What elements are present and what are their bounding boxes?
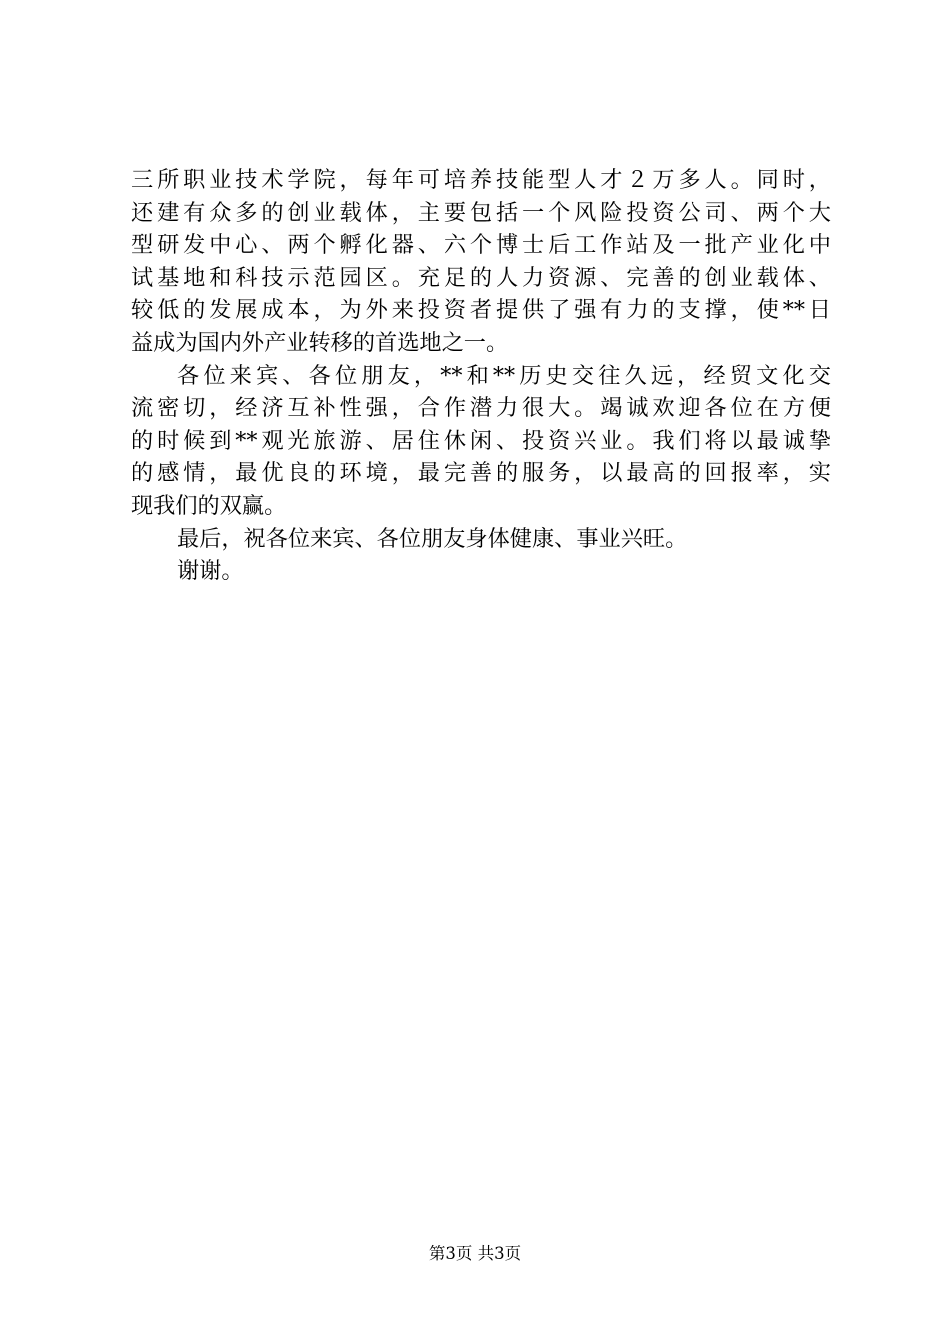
document-body [131, 164, 831, 588]
paragraph [131, 164, 831, 360]
page-footer [0, 1243, 950, 1265]
text-line: 流密切，经济互补性强，合作潜力很大。竭诚欢迎各位在方便 [131, 395, 831, 422]
paragraph [131, 360, 831, 523]
text-line: 型研发中心、两个孵化器、六个博士后工作站及一批产业化中 [131, 232, 831, 259]
text-line: 谢谢。 [177, 558, 244, 585]
text-line: 试基地和科技示范园区。充足的人力资源、完善的创业载体、 [131, 264, 831, 291]
text-line: 的时候到**观光旅游、居住休闲、投资兴业。我们将以最诚挚 [131, 427, 831, 454]
text-line: 还建有众多的创业载体，主要包括一个风险投资公司、两个大 [131, 199, 831, 226]
text-line: 较低的发展成本，为外来投资者提供了强有力的支撑，使**日 [131, 297, 831, 324]
text-line: 益成为国内外产业转移的首选地之一。 [131, 329, 509, 356]
text-line: 三所职业技术学院，每年可培养技能型人才２万多人。同时， [131, 167, 831, 193]
text-line: 的感情，最优良的环境，最完善的服务，以最高的回报率，实 [131, 460, 831, 487]
text-line: 现我们的双赢。 [131, 492, 287, 519]
paragraph [131, 555, 831, 588]
paragraph [131, 523, 831, 556]
text-line: 各位来宾、各位朋友，**和**历史交往久远，经贸文化交 [177, 362, 831, 389]
text-line: 最后，祝各位来宾、各位朋友身体健康、事业兴旺。 [177, 525, 688, 552]
page-number: 第3页 共3页 [428, 1244, 522, 1263]
